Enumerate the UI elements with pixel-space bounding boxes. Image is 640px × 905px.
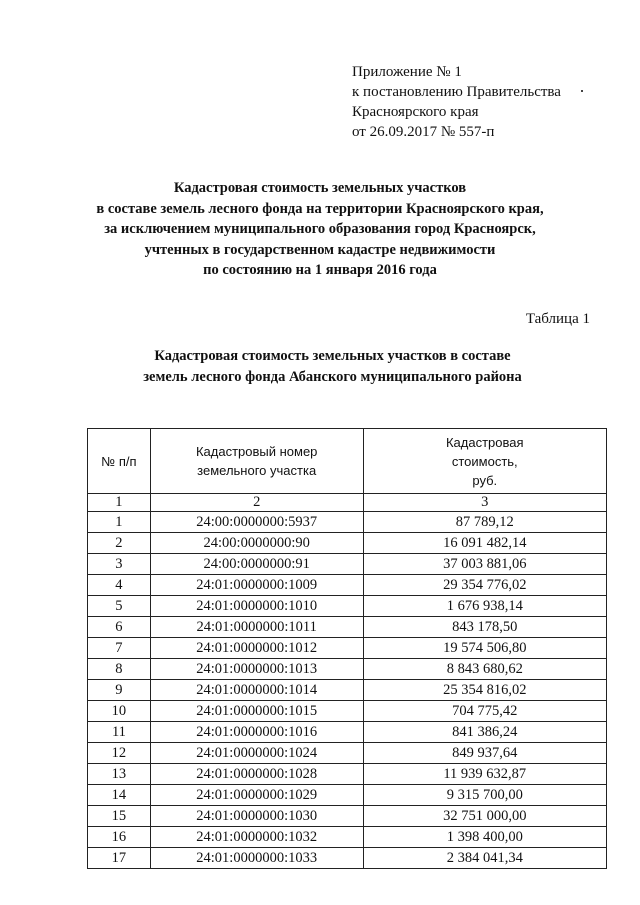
row-number-cell: 8	[88, 659, 151, 680]
appendix-line: к постановлению Правительства	[352, 84, 561, 100]
header-cadastral-value	[363, 429, 606, 494]
column-number: 1	[88, 494, 151, 512]
cadastral-value-cell: 87 789,12	[363, 512, 606, 533]
cadastral-number-cell: 24:01:0000000:1012	[150, 638, 363, 659]
table-row	[88, 701, 607, 722]
cadastral-number-cell: 24:00:0000000:5937	[150, 512, 363, 533]
title-line: учтенных в государственном кадастре недвижимости	[144, 241, 496, 258]
row-number-cell: 12	[88, 743, 151, 764]
cadastral-number-cell: 24:00:0000000:91	[150, 554, 363, 575]
table-row	[88, 680, 607, 701]
title-line: за исключением муниципального образования город Красноярск,	[104, 221, 536, 237]
table-row	[88, 806, 607, 827]
table-row	[88, 848, 607, 869]
cadastral-number-cell: 24:01:0000000:1015	[150, 701, 363, 722]
row-number-cell: 15	[88, 806, 151, 827]
cadastral-value-cell: 8 843 680,62	[363, 659, 606, 680]
title-line: Кадастровая стоимость земельных участков	[173, 180, 467, 196]
table-row	[88, 596, 607, 617]
row-number-cell: 7	[88, 638, 151, 659]
table-row	[88, 827, 607, 848]
appendix-line: Приложение № 1	[352, 64, 462, 80]
cadastral-value-cell: 11 939 632,87	[363, 764, 606, 785]
cadastral-number-cell: 24:01:0000000:1032	[150, 827, 363, 848]
cadastral-number-cell: 24:01:0000000:1009	[150, 575, 363, 596]
title-line: в составе земель лесного фонда на территории Красноярского края,	[96, 200, 544, 217]
appendix-block	[352, 62, 561, 142]
cadastral-number-cell: 24:00:0000000:90	[150, 533, 363, 554]
cadastral-number-cell: 24:01:0000000:1030	[150, 806, 363, 827]
table-row	[88, 512, 607, 533]
header-cadastral-number	[150, 429, 363, 494]
cadastral-number-cell: 24:01:0000000:1016	[150, 722, 363, 743]
row-number-cell: 9	[88, 680, 151, 701]
cadastral-value-cell: 29 354 776,02	[363, 575, 606, 596]
cadastral-value-cell: 9 315 700,00	[363, 785, 606, 806]
row-number-cell: 2	[88, 533, 151, 554]
cadastral-value-cell: 849 937,64	[363, 743, 606, 764]
column-numbering-row	[88, 494, 607, 512]
table-row	[88, 617, 607, 638]
table-label: Таблица 1	[525, 311, 590, 327]
cadastral-number-cell: 24:01:0000000:1029	[150, 785, 363, 806]
row-number-cell: 5	[88, 596, 151, 617]
appendix-line: Красноярского края	[352, 104, 479, 120]
cadastral-value-cell: 2 384 041,34	[363, 848, 606, 869]
scan-speck	[581, 90, 583, 92]
header-text: Кадастровая	[445, 434, 524, 450]
cadastral-value-cell: 16 091 482,14	[363, 533, 606, 554]
table-row	[88, 764, 607, 785]
appendix-line: от 26.09.2017 № 557-п	[352, 124, 495, 140]
row-number-cell: 16	[88, 827, 151, 848]
row-number-cell: 14	[88, 785, 151, 806]
cadastral-value-cell: 841 386,24	[363, 722, 606, 743]
column-number: 2	[150, 494, 363, 512]
table-row	[88, 659, 607, 680]
row-number-cell: 13	[88, 764, 151, 785]
document-title	[40, 178, 600, 281]
cadastral-number-cell: 24:01:0000000:1011	[150, 617, 363, 638]
column-number: 3	[363, 494, 606, 512]
cadastral-value-cell: 1 676 938,14	[363, 596, 606, 617]
table-title	[40, 346, 625, 388]
row-number-cell: 3	[88, 554, 151, 575]
title-line: по состоянию на 1 января 2016 года	[203, 262, 437, 278]
cadastral-value-cell: 843 178,50	[363, 617, 606, 638]
row-number-cell: 10	[88, 701, 151, 722]
table-row	[88, 722, 607, 743]
cadastral-value-cell: 1 398 400,00	[363, 827, 606, 848]
cadastral-value-table	[87, 428, 607, 869]
header-text: Кадастровый номер	[195, 444, 318, 459]
table-title-line: земель лесного фонда Абанского муниципального района	[143, 369, 522, 385]
header-text: руб.	[472, 472, 498, 488]
row-number-cell: 6	[88, 617, 151, 638]
row-number-cell: 17	[88, 848, 151, 869]
header-text: стоимость,	[451, 453, 518, 469]
table-row	[88, 575, 607, 596]
cadastral-number-cell: 24:01:0000000:1033	[150, 848, 363, 869]
cadastral-number-cell: 24:01:0000000:1028	[150, 764, 363, 785]
header-number: № п/п	[88, 429, 151, 494]
table-row	[88, 533, 607, 554]
row-number-cell: 4	[88, 575, 151, 596]
cadastral-number-cell: 24:01:0000000:1010	[150, 596, 363, 617]
header-text: земельного участка	[197, 463, 317, 478]
table-row	[88, 743, 607, 764]
cadastral-value-cell: 19 574 506,80	[363, 638, 606, 659]
cadastral-value-cell: 37 003 881,06	[363, 554, 606, 575]
cadastral-value-cell: 704 775,42	[363, 701, 606, 722]
table-row	[88, 638, 607, 659]
cadastral-number-cell: 24:01:0000000:1013	[150, 659, 363, 680]
table-row	[88, 554, 607, 575]
table-header-row	[88, 429, 607, 494]
table-row	[88, 785, 607, 806]
cadastral-number-cell: 24:01:0000000:1014	[150, 680, 363, 701]
table-title-line: Кадастровая стоимость земельных участков в составе	[154, 348, 511, 364]
cadastral-value-cell: 32 751 000,00	[363, 806, 606, 827]
row-number-cell: 1	[88, 512, 151, 533]
cadastral-number-cell: 24:01:0000000:1024	[150, 743, 363, 764]
cadastral-value-cell: 25 354 816,02	[363, 680, 606, 701]
row-number-cell: 11	[88, 722, 151, 743]
